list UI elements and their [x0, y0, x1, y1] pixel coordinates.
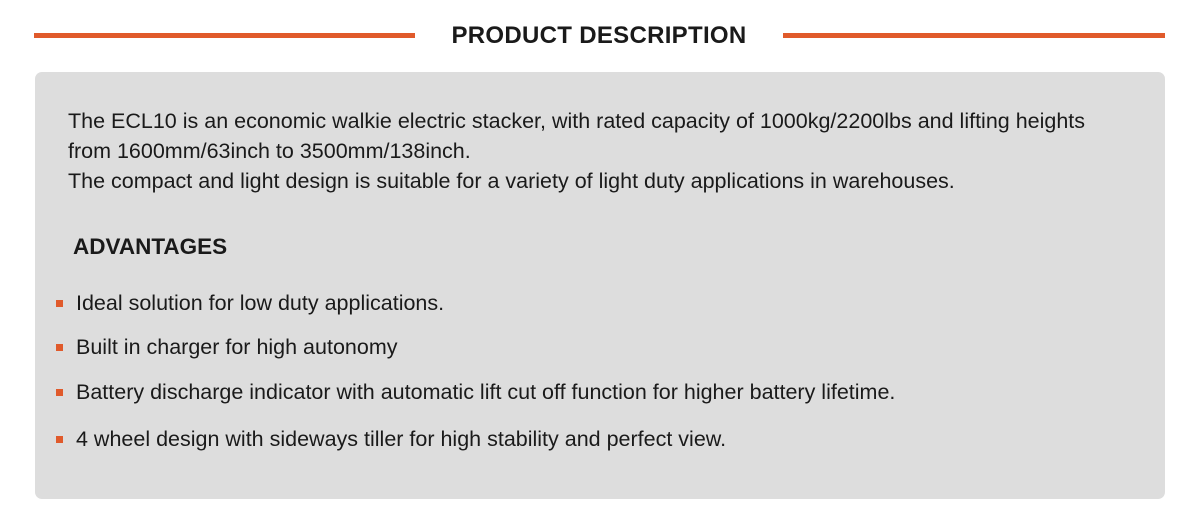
- description-paragraph-2: The compact and light design is suitable for a variety of light duty applications in warehouses.: [68, 169, 955, 193]
- advantage-text: Built in charger for high autonomy: [76, 335, 398, 359]
- advantage-text: Battery discharge indicator with automatic lift cut off function for higher battery lifetime.: [76, 380, 896, 404]
- section-title: PRODUCT DESCRIPTION: [451, 22, 747, 49]
- product-description-text: [68, 106, 1128, 196]
- header-rule-left: [34, 33, 415, 38]
- square-bullet-icon: [56, 436, 63, 443]
- advantages-heading: ADVANTAGES: [73, 234, 228, 259]
- advantage-text: 4 wheel design with sideways tiller for high stability and perfect view.: [76, 427, 727, 451]
- description-paragraph-1: The ECL10 is an economic walkie electric stacker, with rated capacity of 1000kg/2200lbs and lifting heights from 1600mm/63inch to 3500mm/138inch.: [68, 109, 1086, 163]
- section-header: [34, 20, 1165, 52]
- square-bullet-icon: [56, 389, 63, 396]
- advantage-text: Ideal solution for low duty applications.: [76, 291, 445, 315]
- header-rule-right: [783, 33, 1165, 38]
- square-bullet-icon: [56, 300, 63, 307]
- square-bullet-icon: [56, 344, 63, 351]
